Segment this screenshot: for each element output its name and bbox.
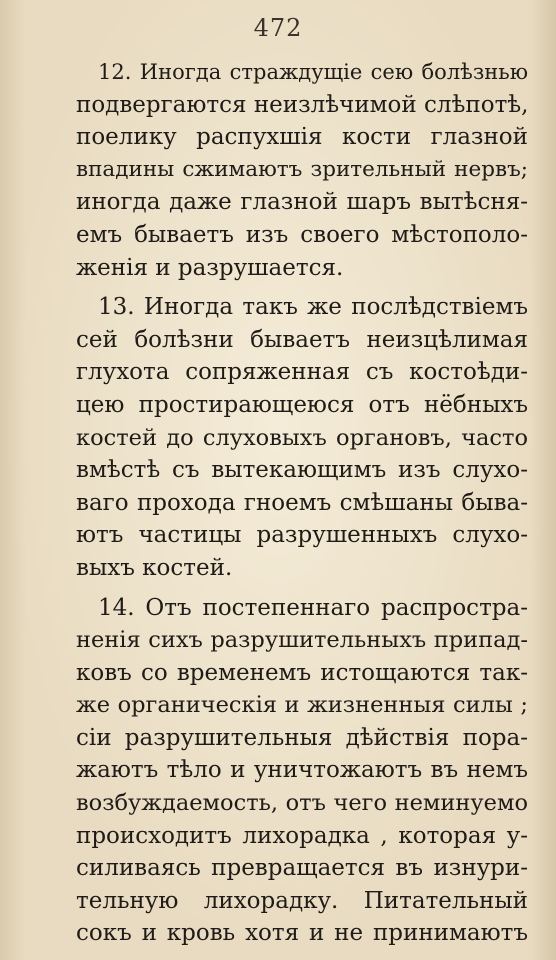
text-line: цею простирающеюся отъ нёбныхъ [76, 391, 528, 418]
text-line: вмѣстѣ съ вытекающимъ изъ слухо- [76, 457, 528, 484]
text-line: 13. Иногда такъ же послѣдствіемъ [98, 294, 528, 321]
text-line: женія и разрушается. [76, 254, 344, 281]
paragraph-12 [76, 56, 528, 284]
text-line: возбуждаемость, отъ чего неминуемо [76, 790, 528, 817]
paragraph-14 [76, 592, 528, 951]
text-line: ненія сихъ разрушительныхъ припад- [76, 627, 528, 654]
text-line: ковъ со временемъ истощаются так- [76, 659, 528, 686]
text-line: выхъ костей. [76, 554, 233, 581]
text-line: сокъ и кровь хотя и не принимаютъ [76, 920, 528, 947]
text-line: происходитъ лихорадка , которая у- [76, 822, 528, 849]
text-line: глухота сопряженная съ костоѣди- [76, 359, 528, 386]
text-line: 12. Иногда страждущіе сею болѣзнью [98, 60, 528, 84]
text-line: ваго прохода гноемъ смѣшаны быва- [76, 489, 528, 516]
text-line: сей болѣзни бываетъ неизцѣлимая [76, 326, 528, 353]
text-line: ютъ частицы разрушенныхъ слухо- [76, 522, 528, 549]
page-number: 472 [253, 14, 303, 42]
text-line: тельную лихорадку. Питательный [76, 887, 528, 914]
paragraph-13 [76, 291, 528, 584]
text-line: иногда даже глазной шаръ вытѣсня- [76, 189, 528, 216]
text-line: 14. Отъ постепеннаго распростра- [98, 594, 528, 621]
body-text [76, 56, 528, 950]
text-line: же органическія и жизненныя силы ; [76, 692, 528, 719]
text-line: поелику распухшія кости глазной [76, 124, 528, 151]
text-line: костей до слуховыхъ органовъ, часто [76, 424, 528, 451]
text-line: сіи разрушительныя дѣйствія пора- [76, 724, 528, 751]
text-line: жаютъ тѣло и уничтожаютъ въ немъ [76, 757, 528, 784]
text-line: емъ бываетъ изъ своего мѣстополо- [76, 221, 528, 248]
text-line: впадины сжимаютъ зрительный нервъ; [76, 156, 528, 182]
text-line: подвергаются неизлѣчимой слѣпотѣ, [76, 91, 529, 118]
text-line: силиваясь превращается въ изнури- [76, 855, 528, 882]
